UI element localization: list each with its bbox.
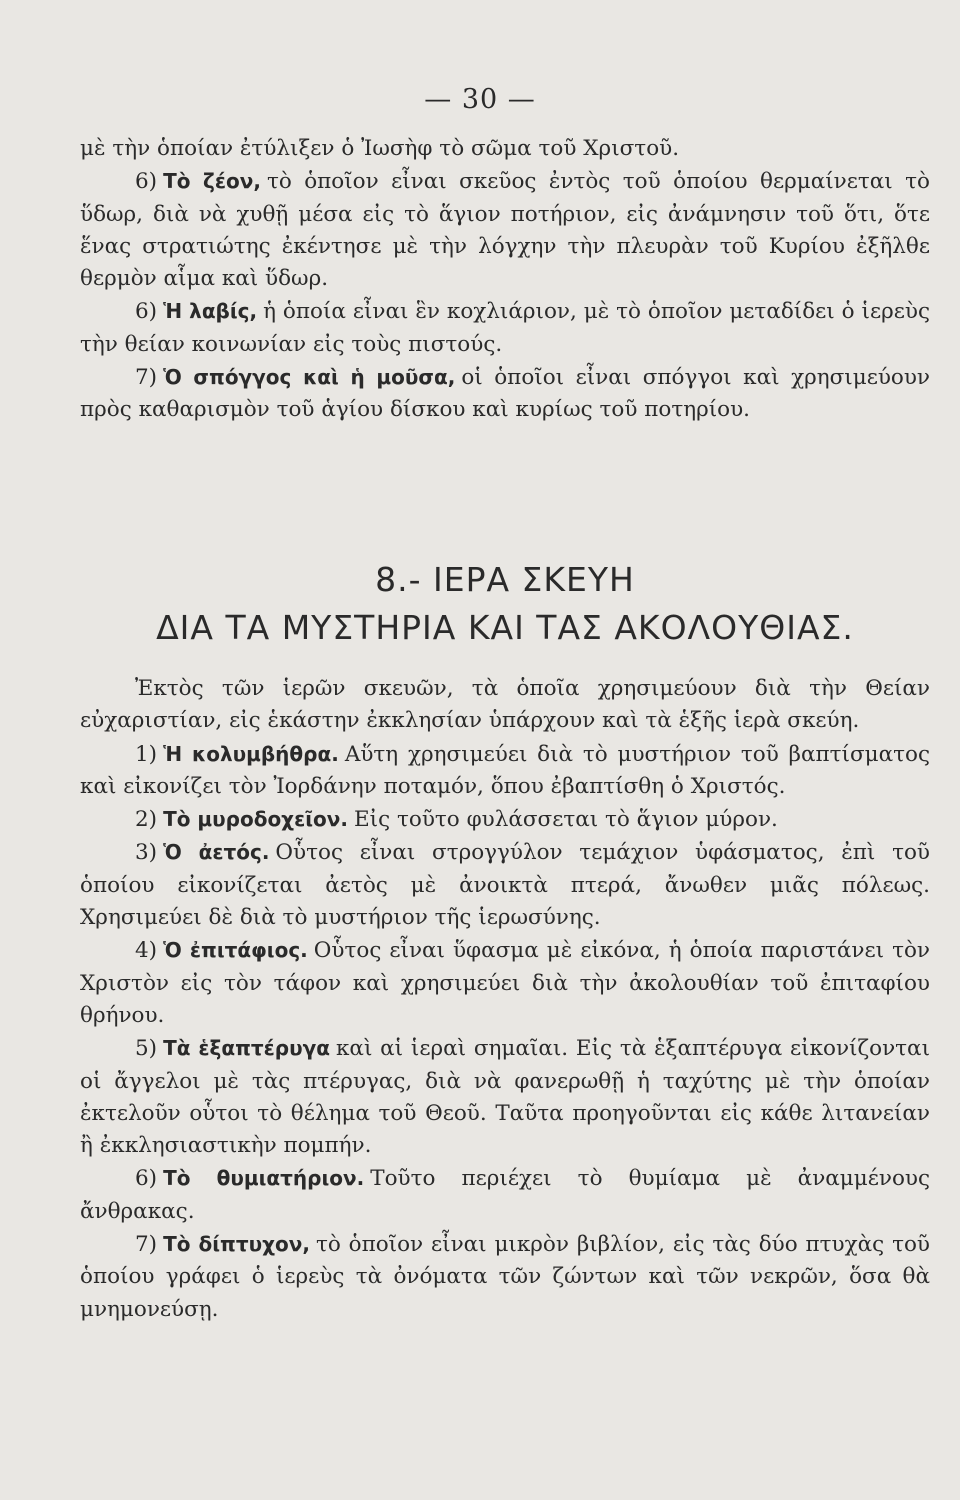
paragraph bbox=[80, 673, 930, 738]
paragraph-text: Οὗτος εἶναι ὕφασμα μὲ εἰκόνα, ἡ ὁποία παριστάνει τὸν Χριστὸν εἰς τὸν τάφον καὶ χρησιμεύει διὰ τὴν ἀκολουθίαν τοῦ ἐπιταφίου θρήνου. bbox=[80, 938, 930, 1028]
paragraph bbox=[80, 836, 930, 934]
paragraph bbox=[80, 738, 930, 804]
item-term: Τὸ δίπτυχον, bbox=[163, 1232, 310, 1257]
paragraph-text: τὸ ὁποῖον εἶναι σκεῦος ἐντὸς τοῦ ὁποίου θερμαίνεται τὸ ὕδωρ, διὰ νὰ χυθῇ μέσα εἰς τὸ ἅγιον ποτήριον, εἰς ἀνάμνησιν τοῦ ὅτι, ὅτε ἕνας στρατιώτης ἐκέντησε μὲ τὴν λόγχην τὴν πλευρὰν τοῦ Κυρίου ἐξῆλθε θερμὸν αἷμα καὶ ὕδωρ. bbox=[80, 169, 930, 292]
paragraph bbox=[80, 1228, 930, 1326]
item-term: Ὁ ἐπιτάφιος. bbox=[163, 938, 308, 963]
item-number: 6) bbox=[135, 299, 158, 325]
paragraph-text: οἱ ὁποῖοι εἶναι σπόγγοι καὶ χρησιμεύουν πρὸς καθαρισμὸν τοῦ ἁγίου δίσκου καὶ κυρίως τοῦ ποτηρίου. bbox=[80, 365, 930, 423]
paragraph-text: ἡ ὁποία εἶναι ἓν κοχλιάριον, μὲ τὸ ὁποῖον μεταδίδει ὁ ἱερεὺς τὴν θείαν κοινωνίαν εἰς τοὺς πιστούς. bbox=[80, 299, 930, 357]
item-term: Τὸ ζέον, bbox=[163, 169, 261, 194]
paragraph bbox=[80, 361, 930, 427]
item-number: 5) bbox=[135, 1036, 158, 1062]
paragraph bbox=[80, 1032, 930, 1162]
paragraph bbox=[80, 133, 930, 165]
lower-text-block bbox=[80, 673, 930, 1326]
paragraph-text: Εἰς τοῦτο φυλάσσεται τὸ ἅγιον μύρον. bbox=[353, 807, 778, 833]
paragraph-text: Οὗτος εἶναι στρογγύλον τεμάχιον ὑφάσματος, ἐπὶ τοῦ ὁποίου εἰκονίζεται ἀετὸς μὲ ἀνοικτὰ πτερά, ἄνωθεν μιᾶς πόλεως. Χρησιμεύει δὲ διὰ τὸ μυστήριον τῆς ἱερωσύνης. bbox=[80, 840, 930, 931]
item-term: Ὁ ἀετός. bbox=[163, 840, 270, 865]
item-term: Ἡ κολυμβήθρα. bbox=[163, 741, 339, 766]
item-number: 7) bbox=[135, 1232, 158, 1258]
item-term: Τὸ μυροδοχεῖον. bbox=[163, 807, 348, 832]
item-term: Τὸ θυμιατήριον. bbox=[163, 1166, 365, 1191]
item-term: Ἡ λαβίς, bbox=[163, 299, 258, 324]
paragraph-text: τὸ ὁποῖον εἶναι μικρὸν βιβλίον, εἰς τὰς δύο πτυχὰς τοῦ ὁποίου γράφει ὁ ἱερεὺς τὰ ὀνόματα τῶν ζώντων καὶ τῶν νεκρῶν, ὅσα θὰ μνημονεύσῃ. bbox=[80, 1232, 930, 1322]
item-number: 1) bbox=[135, 741, 158, 767]
paragraph bbox=[80, 295, 930, 361]
paragraph-text: μὲ τὴν ὁποίαν ἐτύλιξεν ὁ Ἰωσὴφ τὸ σῶμα τοῦ Χριστοῦ. bbox=[80, 136, 680, 161]
paragraph bbox=[80, 165, 930, 295]
paragraph-text: καὶ αἱ ἱεραὶ σημαῖαι. Εἰς τὰ ἑξαπτέρυγα εἰκονίζονται οἱ ἄγγελοι μὲ τὰς πτέρυγας, διὰ νὰ φανερωθῇ ἡ ταχύτης μὲ τὴν ὁποίαν ἐκτελοῦν οὗτοι τὸ θέλημα τοῦ Θεοῦ. Ταῦτα προηγοῦνται εἰς κάθε λιτανείαν ἢ ἐκκλησιαστικὴν πομπήν. bbox=[80, 1036, 930, 1159]
paragraph-text: Τοῦτο περιέχει τὸ θυμίαμα μὲ ἀναμμένους ἄνθρακας. bbox=[80, 1166, 931, 1224]
item-number: 2) bbox=[135, 807, 158, 833]
upper-text-block bbox=[80, 133, 930, 427]
paragraph bbox=[80, 803, 930, 836]
item-term: Τὰ ἑξαπτέρυγα bbox=[163, 1036, 330, 1061]
section-heading-line-2: ΔΙΑ ΤΑ ΜΥΣΤΗΡΙΑ ΚΑΙ ΤΑΣ ΑΚΟΛΟΥΘΙΑΣ. bbox=[156, 608, 854, 647]
paragraph-text: Αὕτη χρησιμεύει διὰ τὸ μυστήριον τοῦ βαπτίσματος καὶ εἰκονίζει τὸν Ἰορδάνην ποταμόν, ὅπου ἐβαπτίσθη ὁ Χριστός. bbox=[80, 741, 931, 799]
paragraph-text: Ἐκτὸς τῶν ἱερῶν σκευῶν, τὰ ὁποῖα χρησιμεύουν διὰ τὴν Θείαν εὐχαριστίαν, εἰς ἑκάστην ἐκκλησίαν ὑπάρχουν καὶ τὰ ἑξῆς ἱερὰ σκεύη. bbox=[80, 676, 930, 734]
item-term: Ὁ σπόγγος καὶ ἡ μοῦσα, bbox=[163, 365, 456, 390]
item-number: 3) bbox=[135, 840, 158, 866]
paragraph bbox=[80, 1162, 930, 1228]
item-number: 6) bbox=[135, 1166, 158, 1192]
item-number: 6) bbox=[135, 169, 158, 195]
paragraph bbox=[80, 934, 930, 1032]
item-number: 7) bbox=[135, 365, 158, 391]
section-heading-line-1: 8.- ΙΕΡΑ ΣΚΕΥΗ bbox=[375, 560, 635, 599]
item-number: 4) bbox=[135, 938, 158, 964]
page-number: — 30 — bbox=[424, 84, 536, 115]
